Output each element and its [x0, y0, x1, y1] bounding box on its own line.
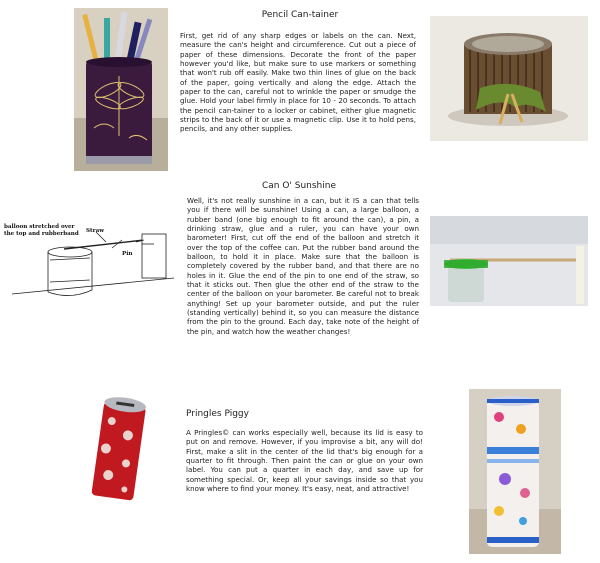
diagram-label-straw: Straw	[86, 228, 105, 234]
pencil-cup-photo	[74, 8, 168, 171]
diagram-label-pin: Pin	[122, 251, 133, 257]
pringles-piggy-photo	[84, 393, 164, 505]
can-o-sunshine-title: Can O' Sunshine	[261, 181, 337, 191]
decorated-can-photo	[469, 389, 561, 554]
twig-can-photo	[430, 16, 588, 141]
diagram-label-balloon: balloon stretched over the top and rubberband	[4, 224, 79, 237]
can-o-sunshine-body: Well, it's not really sunshine in a can, but it IS a can that tells you if there will be sunshine! Using a can, a large balloon, a rubber band (one big enough to fit around the can), a pin, a drinking straw, glue and a ruler, you can have your own barometer! First, cut off the end of the balloon and stretch it over the top of the coffee can. Put the rubber band around the balloon, to hold it in place. Make sure that the balloon is completely covered by the rubber band, and that there are no holes in it. Glue the end of the pin to one end of the straw, so that it sticks out. Then glue the other end of the straw to the center of the balloon on your barometer. Be careful not to break anything! Set up your barometer outside, and put the ruler (standing vertically) behind it, so you can measure the distance from the pin to the ground. Each day, take note of the height of the pin, and watch how the weather changes!	[187, 196, 419, 336]
barometer-photo	[430, 216, 588, 306]
pringles-piggy-title: Pringles Piggy	[186, 409, 249, 419]
pencil-cantainer-title: Pencil Can-tainer	[261, 10, 339, 20]
pringles-piggy-body: A Pringles© can works especially well, because its lid is easy to put on and remove. However, if you improvise a bit, any will do! First, make a slit in the center of the lid that's big enough for a quarter to fit through. Then paint the can or glue on your own label. You can put a quarter in each day, and save up for something special. Or, keep all your savings inside so that you know where to find your money. It's easy, neat, and attractive!	[186, 428, 423, 494]
pencil-cantainer-body: First, get rid of any sharp edges or labels on the can. Next, measure the can's height and circumference. Cut out a piece of paper of these dimensions. Decorate the front of the paper however you'd like, but make sure to use markers or something that won't rub off easily. Make two thin lines of glue on the back of the paper, going vertically and along the edge. Attach the paper to the can, careful not to wrinkle the paper or smudge the glue. Hold your label firmly in place for 10 - 20 seconds. To attach the pencil can-tainer to a locker or cabinet, either glue magnetic strips to the back of it or use a magnetic clip. Use it to hold pens, pencils, and any other supplies.	[180, 31, 416, 134]
